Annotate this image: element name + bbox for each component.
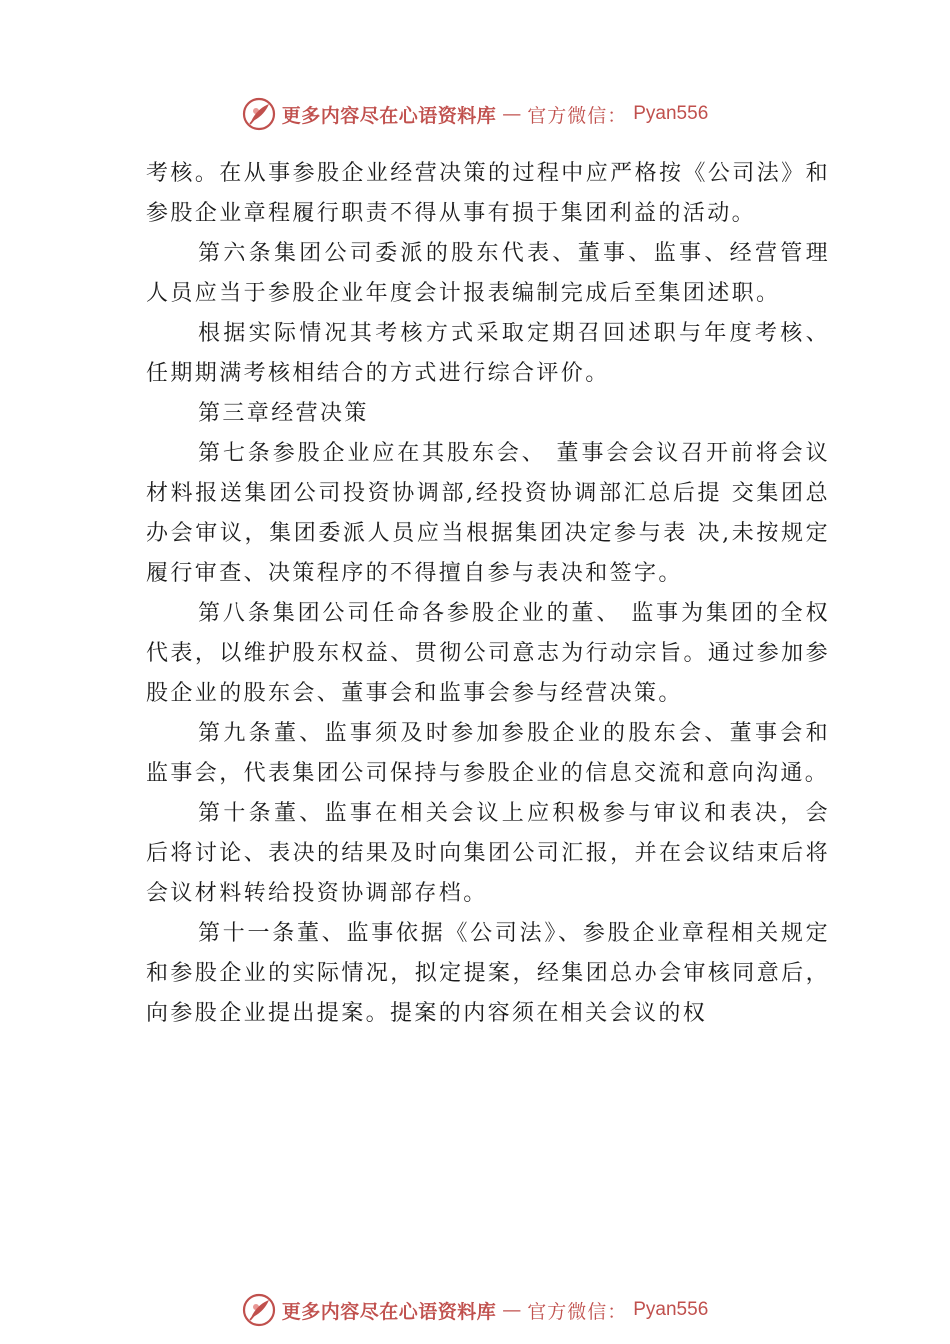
paragraph-5: 第七条参股企业应在其股东会、 董事会会议召开前将会议材料报送集团公司投资协调部,经投资协调部汇总后提 交集团总办会审议，集团委派人员应当根据集团决定参与表 决,未按规定履行审查、决策程序的不得擅自参与表决和签字。 [146,441,830,586]
document-body [146,154,830,1034]
paragraph-9: 第十一条董、监事依据《公司法》、参股企业章程相关规定和参股企业的实际情况，拟定提案，经集团总办会审核同意后，向参股企业提出提案。提案的内容须在相关会议的权 [146,921,830,1026]
paragraph-1: 考核。在从事参股企业经营决策的过程中应严格按《公司法》和参股企业章程履行职责不得从事有损于集团利益的活动。 [146,161,830,226]
header-banner [0,94,950,134]
footer-banner [0,1290,950,1330]
banner-label: 官方微信： [527,104,628,127]
banner-wechat-id: Pyan556 [633,1299,709,1320]
quill-logo-icon [242,1293,276,1327]
banner-title: 更多内容尽在心语资料库 [281,1300,497,1323]
banner-wechat-id: Pyan556 [633,103,709,124]
quill-logo-icon [242,97,276,131]
banner-label: 官方微信： [527,1300,628,1323]
paragraph-8: 第十条董、监事在相关会议上应积极参与审议和表决，会后将讨论、表决的结果及时向集团公司汇报，并在会议结束后将会议材料转给投资协调部存档。 [146,801,830,906]
banner-title: 更多内容尽在心语资料库 [281,104,497,127]
paragraph-7: 第九条董、监事须及时参加参股企业的股东会、董事会和监事会，代表集团公司保持与参股企业的信息交流和意向沟通。 [146,721,830,786]
chapter-heading: 第三章经营决策 [198,401,369,426]
banner-dash: — [502,103,522,125]
paragraph-6: 第八条集团公司任命各参股企业的董、 监事为集团的全权代表，以维护股东权益、贯彻公司意志为行动宗旨。通过参加参股企业的股东会、董事会和监事会参与经营决策。 [146,601,830,706]
paragraph-2: 第六条集团公司委派的股东代表、董事、监事、经营管理人员应当于参股企业年度会计报表编制完成后至集团述职。 [146,241,830,306]
paragraph-3: 根据实际情况其考核方式采取定期召回述职与年度考核、任期期满考核相结合的方式进行综合评价。 [146,321,830,386]
banner-dash: — [502,1299,522,1321]
